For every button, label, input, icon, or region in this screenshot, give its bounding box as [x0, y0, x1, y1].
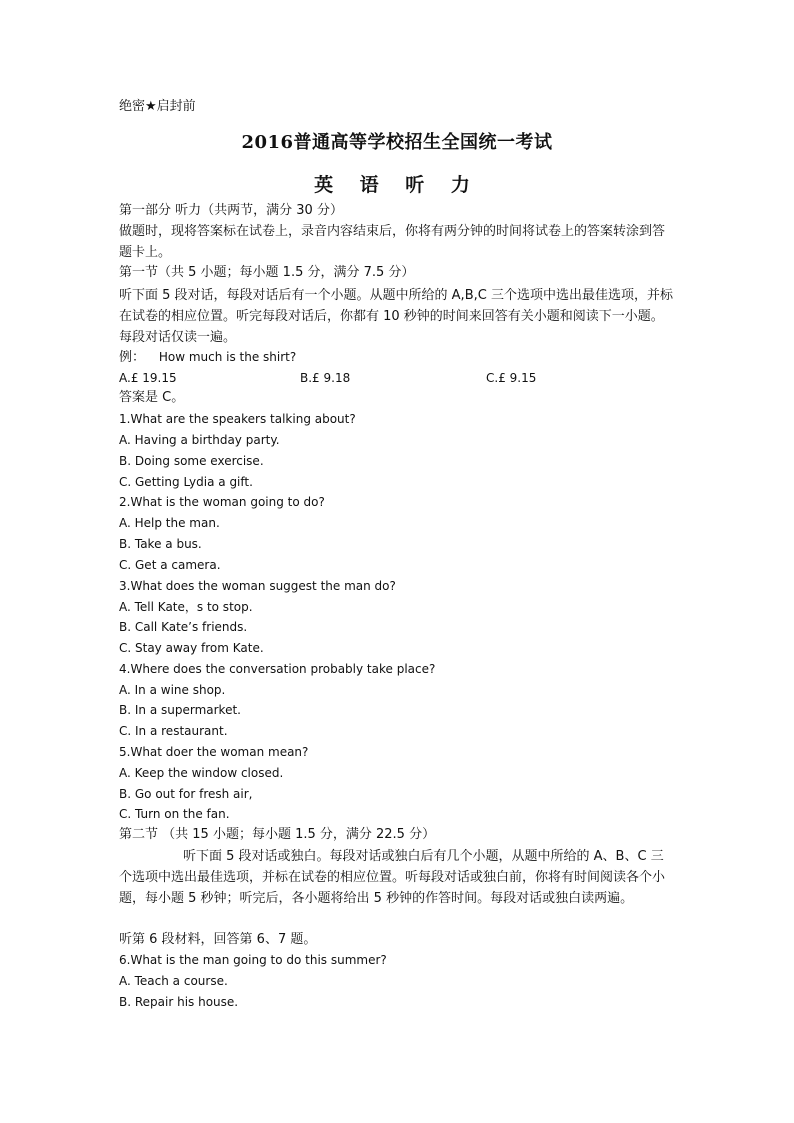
q4-option-b: B. In a supermarket.: [119, 703, 241, 717]
q3-option-b: B. Call Kate’s friends.: [119, 620, 248, 634]
q2-option-b: B. Take a bus.: [119, 537, 202, 551]
q5-option-a: A. Keep the window closed.: [119, 766, 284, 780]
question-3: 3.What does the woman suggest the man do?: [119, 579, 396, 593]
section2-heading: 第二节 （共 15 小题；每小题 1.5 分，满分 22.5 分）: [119, 827, 436, 842]
q6-option-b: B. Repair his house.: [119, 995, 239, 1009]
section2-instructions: 听下面 5 段对话或独白。每段对话或独白后有几个小题，从题中所给的 A、B、C 三个选项中选出最佳选项，并标在试卷的相应位置。听每段对话或独白前，你将有时间阅读各个小题，每小题 5 秒钟；听完后，各小题将给出 5 秒钟的作答时间。每段对话或独白读两遍。: [119, 849, 666, 906]
question-5: 5.What doer the woman mean?: [119, 745, 309, 759]
q2-option-a: A. Help the man.: [119, 516, 220, 530]
example-answer: 答案是 C。: [119, 390, 185, 405]
exam-subtitle: 英 语 听 力: [314, 174, 480, 196]
q3-option-c: C. Stay away from Kate.: [119, 641, 264, 655]
q1-option-a: A. Having a birthday party.: [119, 433, 280, 447]
exam-title: 2016普通高等学校招生全国统一考试: [241, 132, 553, 153]
q1-option-c: C. Getting Lydia a gift.: [119, 475, 253, 489]
q5-option-c: C. Turn on the fan.: [119, 807, 230, 821]
section1-instructions: 听下面 5 段对话，每段对话后有一个小题。从题中所给的 A,B,C 三个选项中选出最佳选项，并标在试卷的相应位置。听完每段对话后，你都有 10 秒钟的时间来回答有关小题和阅读下一小题。每段对话仅读一遍。: [119, 288, 673, 345]
example-label: 例：: [119, 350, 146, 365]
example-option-a: A.£ 19.15: [119, 371, 177, 385]
q3-option-a: A. Tell Kate，s to stop.: [119, 600, 253, 614]
question-6: 6.What is the man going to do this summer?: [119, 953, 387, 967]
part1-instructions: 做题时，现将答案标在试卷上，录音内容结束后，你将有两分钟的时间将试卷上的答案转涂到答题卡上。: [119, 224, 666, 260]
confidential-label: 绝密★启封前: [119, 99, 196, 114]
q1-option-b: B. Doing some exercise.: [119, 454, 264, 468]
section1-heading: 第一节（共 5 小题；每小题 1.5 分，满分 7.5 分）: [119, 265, 415, 280]
example-question: How much is the shirt?: [158, 350, 297, 364]
part1-heading: 第一部分 听力（共两节，满分 30 分）: [119, 203, 343, 218]
q5-option-b: B. Go out for fresh air,: [119, 787, 253, 801]
q2-option-c: C. Get a camera.: [119, 558, 221, 572]
question-4: 4.Where does the conversation probably take place?: [119, 662, 436, 676]
example-option-c: C.£ 9.15: [486, 371, 537, 385]
q6-option-a: A. Teach a course.: [119, 974, 228, 988]
q4-option-a: A. In a wine shop.: [119, 683, 226, 697]
q4-option-c: C. In a restaurant.: [119, 724, 228, 738]
example-option-b: B.£ 9.18: [300, 371, 351, 385]
example-line: [119, 349, 296, 366]
material-6-note: 听第 6 段材料，回答第 6、7 题。: [119, 932, 317, 947]
question-1: 1.What are the speakers talking about?: [119, 412, 356, 426]
question-2: 2.What is the woman going to do?: [119, 495, 325, 509]
